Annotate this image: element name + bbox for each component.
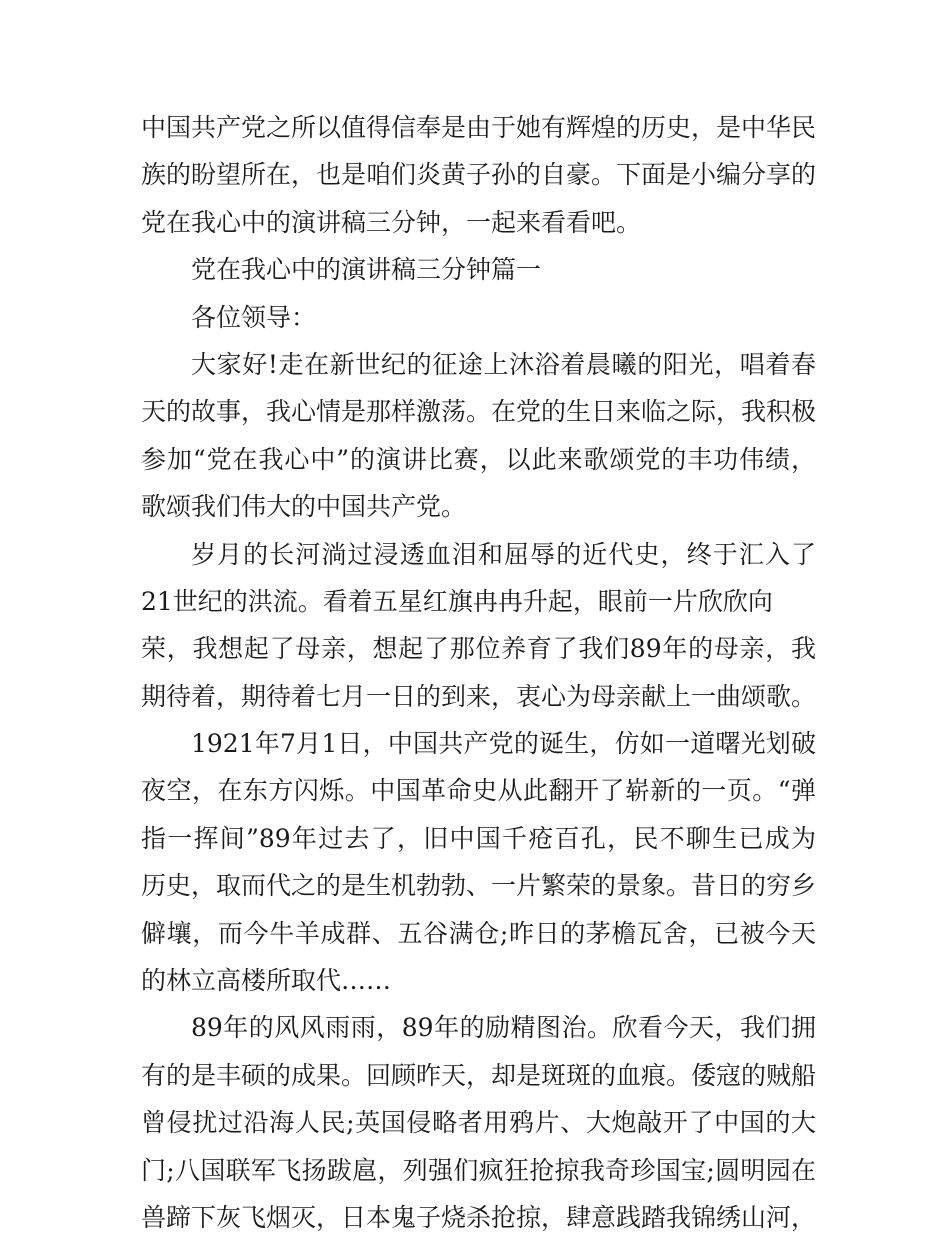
text-line: 21世纪的洪流。看着五星红旗冉冉升起，眼前一片欣欣向 — [141, 586, 773, 616]
text-line: 岁月的长河淌过浸透血泪和屈辱的近代史，终于汇入了 — [191, 539, 816, 569]
text-line: 的林立高楼所取代…… — [141, 966, 392, 996]
text-line: 指一挥间”89年过去了，旧中国千疮百孔，民不聊生已成为 — [141, 823, 816, 853]
text-line: 歌颂我们伟大的中国共产党。 — [141, 492, 467, 522]
text-line: 有的是丰硕的成果。回顾昨天，却是斑斑的血痕。倭寇的贼船 — [141, 1060, 817, 1090]
text-line: 中国共产党之所以值得信奉是由于她有辉煌的历史，是中华民 — [141, 113, 817, 142]
document-body — [141, 104, 816, 1241]
text-line: 1921年7月1日，中国共产党的诞生，仿如一道曙光划破 — [191, 729, 816, 759]
text-line: 89年的风风雨雨，89年的励精图治。欣看今天，我们拥 — [191, 1013, 816, 1043]
text-line: 兽蹄下灰飞烟灭，日本鬼子烧杀抢掠，肆意践踏我锦绣山河， — [141, 1202, 817, 1232]
text-line: 夜空，在东方闪烁。中国革命史从此翻开了崭新的一页。“弹 — [141, 776, 816, 806]
text-line: 期待着，期待着七月一日的到来，衷心为母亲献上一曲颂歌。 — [141, 681, 817, 711]
salutation: 各位领导： — [191, 302, 317, 332]
text-line: 族的盼望所在，也是咱们炎黄子孙的自豪。下面是小编分享的 — [141, 160, 817, 190]
text-line: 门;八国联军飞扬跋扈，列强们疯狂抢掠我奇珍国宝;圆明园在 — [141, 1155, 816, 1185]
text-line: 曾侵扰过沿海人民;英国侵略者用鸦片、大炮敲开了中国的大 — [141, 1108, 816, 1138]
text-line: 天的故事，我心情是那样激荡。在党的生日来临之际，我积极 — [141, 397, 817, 427]
text-line: 僻壤，而今牛羊成群、五谷满仓;昨日的茅檐瓦舍，已被今天 — [141, 918, 816, 948]
text-line: 荣，我想起了母亲，想起了那位养育了我们89年的母亲，我 — [141, 634, 816, 664]
text-line: 参加“党在我心中”的演讲比赛，以此来歌颂党的丰功伟绩， — [141, 444, 816, 474]
text-line: 党在我心中的演讲稿三分钟，一起来看看吧。 — [141, 207, 642, 237]
text-line: 大家好!走在新世纪的征途上沐浴着晨曦的阳光，唱着春 — [191, 349, 816, 379]
text-line: 历史，取而代之的是生机勃勃、一片繁荣的景象。昔日的穷乡 — [141, 871, 817, 901]
section-heading: 党在我心中的演讲稿三分钟篇一 — [191, 255, 542, 285]
